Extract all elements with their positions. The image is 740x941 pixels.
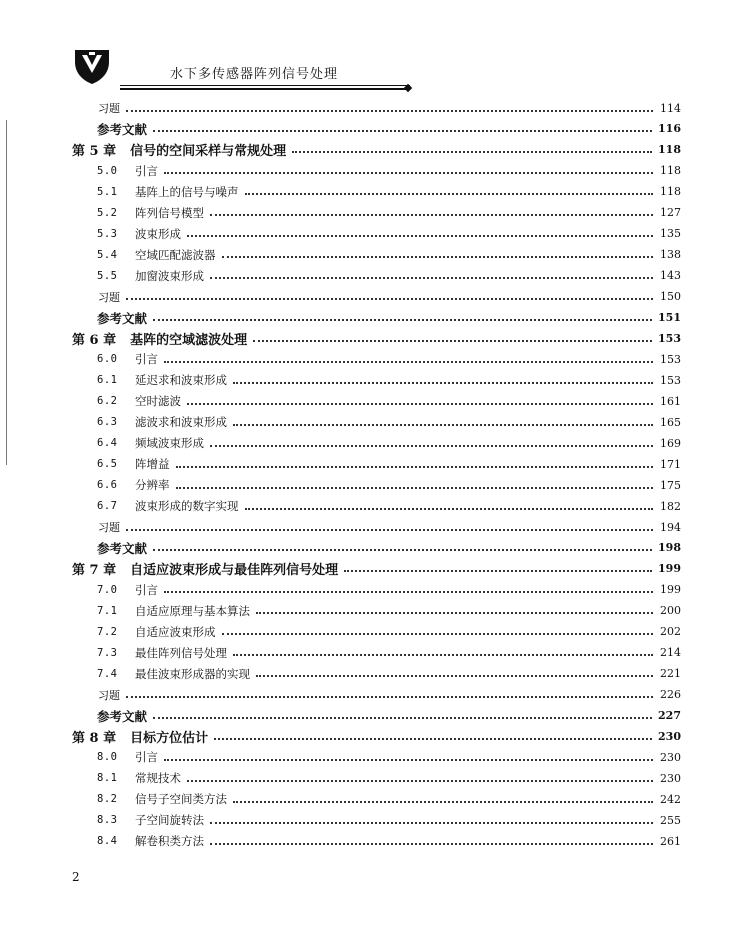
page-header: [0, 0, 740, 110]
toc-number: 7.1: [97, 604, 118, 617]
toc-page-number: 230: [658, 730, 681, 743]
toc-page-number: 230: [660, 771, 681, 785]
toc-page-number: 114: [660, 101, 681, 115]
toc-page-number: 261: [660, 834, 681, 848]
toc-page-number: 199: [658, 562, 681, 576]
dot-leader: [176, 465, 654, 468]
toc-row-sec: [97, 768, 681, 788]
dot-leader: [256, 674, 653, 677]
toc-number: 5.2: [97, 206, 118, 219]
toc-row-sec: [97, 433, 681, 453]
toc-page-number: 135: [660, 227, 681, 241]
toc-title: 延迟求和波束形成: [135, 373, 227, 388]
dot-leader: [164, 360, 653, 363]
toc-row-sec: [97, 266, 681, 286]
toc-row-sec: [97, 370, 681, 390]
toc-number: 6.0: [97, 353, 118, 366]
toc-page-number: 118: [660, 164, 681, 178]
toc-number: 7.2: [97, 625, 118, 638]
toc-page-number: 226: [660, 688, 681, 702]
toc-page-number: 118: [658, 143, 681, 157]
toc-title: 引言: [135, 582, 158, 597]
toc-page-number: 118: [660, 185, 681, 199]
toc-title: 空域匹配滤波器: [135, 247, 216, 262]
toc-row-sec: [97, 182, 681, 202]
toc-page-number: 230: [660, 750, 681, 764]
toc-title: 分辨率: [135, 478, 170, 493]
toc-page-number: 221: [660, 667, 681, 681]
dot-leader: [187, 779, 653, 782]
dot-leader: [210, 821, 653, 824]
dot-leader: [214, 737, 652, 740]
toc-row-ex: [98, 517, 681, 537]
toc-title: 信号的空间采样与常规处理: [130, 144, 287, 160]
toc-row-sec: [97, 391, 681, 411]
toc-title: 基阵上的信号与噪声: [135, 184, 239, 199]
toc-page-number: 143: [660, 269, 681, 283]
toc-title: 最佳波束形成器的实现: [135, 666, 250, 681]
dot-leader: [210, 213, 653, 216]
toc-row-refs: [97, 706, 681, 726]
dot-leader: [176, 486, 654, 489]
toc-title: 参考文献: [97, 121, 148, 137]
dot-leader: [292, 150, 652, 153]
toc-title: 习题: [98, 102, 120, 115]
toc-row-sec: [97, 496, 681, 516]
toc-row-chapter: [72, 727, 681, 747]
toc-row-sec: [97, 349, 681, 369]
toc-row-refs: [97, 119, 681, 139]
toc-title: 空时滤波: [135, 394, 181, 409]
toc-title: 波束形成: [135, 226, 181, 241]
dot-leader: [253, 339, 652, 342]
dot-leader: [245, 507, 654, 510]
dot-leader: [126, 528, 653, 531]
toc-number: 7.3: [97, 646, 118, 659]
toc-page-number: 153: [658, 331, 681, 345]
toc-title: 习题: [98, 521, 120, 534]
toc-page-number: 200: [660, 604, 681, 618]
toc-page-number: 169: [660, 436, 681, 450]
toc-number: 6.4: [97, 437, 118, 450]
dot-leader: [222, 632, 654, 635]
toc-row-refs: [97, 308, 681, 328]
toc-row-sec: [97, 580, 681, 600]
toc-page-number: 255: [660, 813, 681, 827]
toc-row-sec: [97, 622, 681, 642]
dot-leader: [153, 129, 652, 132]
toc-page-number: 199: [660, 583, 681, 597]
toc-number: 6.5: [97, 458, 118, 471]
toc-row-sec: [97, 831, 681, 851]
toc-row-chapter: [72, 559, 681, 579]
toc-number: 6.6: [97, 479, 118, 492]
toc-page-number: 202: [660, 625, 681, 639]
toc-number: 8.0: [97, 751, 118, 764]
toc-title: 子空间旋转法: [135, 813, 204, 828]
toc-title: 自适应原理与基本算法: [135, 603, 250, 618]
toc-page-number: 116: [658, 122, 681, 136]
toc-title: 参考文献: [97, 310, 148, 326]
toc-title: 基阵的空域滤波处理: [130, 332, 248, 348]
toc-title: 习题: [98, 688, 120, 702]
toc-page-number: 153: [660, 352, 681, 366]
toc-title: 解卷积类方法: [135, 834, 204, 849]
toc-row-refs: [97, 538, 681, 558]
toc-title: 加窗波束形成: [135, 268, 204, 283]
toc-row-sec: [97, 203, 681, 223]
toc-number: 第 5 章: [72, 144, 117, 160]
toc-page-number: 214: [660, 646, 681, 660]
toc-row-sec: [97, 161, 681, 181]
toc-row-sec: [97, 245, 681, 265]
toc-page-number: 171: [660, 457, 681, 471]
toc-page-number: 150: [660, 290, 681, 304]
dot-leader: [233, 381, 653, 384]
toc-number: 5.1: [97, 185, 118, 198]
toc-row-sec: [97, 747, 681, 767]
dot-leader: [187, 234, 653, 237]
dot-leader: [210, 276, 653, 279]
dot-leader: [153, 716, 652, 719]
toc-number: 5.3: [97, 227, 118, 240]
dot-leader: [153, 318, 652, 321]
shield-emblem-icon: [72, 46, 112, 86]
toc-title: 波束形成的数字实现: [135, 499, 239, 514]
toc-page-number: 227: [658, 709, 681, 723]
dot-leader: [210, 842, 653, 845]
toc-title: 自适应波束形成与最佳阵列信号处理: [130, 563, 339, 579]
toc-number: 第 6 章: [72, 332, 117, 348]
toc-row-sec: [97, 454, 681, 474]
dot-leader: [344, 569, 652, 572]
toc-title: 阵增益: [135, 457, 170, 472]
dot-leader: [256, 611, 653, 614]
toc-number: 第 7 章: [72, 563, 117, 579]
toc-title: 引言: [135, 163, 158, 178]
dot-leader: [164, 171, 653, 174]
toc-row-sec: [97, 224, 681, 244]
toc-row-sec: [97, 810, 681, 830]
header-rule-tip: [404, 84, 412, 92]
dot-leader: [245, 192, 654, 195]
toc-page-number: 138: [660, 248, 681, 262]
dot-leader: [126, 695, 653, 698]
toc-number: 8.4: [97, 835, 118, 848]
toc-title: 滤波求和波束形成: [135, 415, 227, 430]
toc-title: 参考文献: [97, 708, 148, 724]
dot-leader: [222, 255, 654, 258]
dot-leader: [233, 423, 653, 426]
toc-row-sec: [97, 601, 681, 621]
toc-title: 信号子空间类方法: [135, 792, 227, 807]
toc-row-ex: [98, 685, 681, 705]
toc-row-sec: [97, 789, 681, 809]
dot-leader: [153, 548, 652, 551]
toc-page-number: 194: [660, 520, 681, 534]
page-number: 2: [72, 870, 80, 884]
toc-row-sec: [97, 475, 681, 495]
toc-page-number: 161: [660, 394, 681, 408]
toc-number: 8.1: [97, 772, 118, 785]
toc-page-number: 198: [658, 541, 681, 555]
toc-number: 8.3: [97, 814, 118, 827]
toc-row-ex: [98, 98, 681, 118]
toc-title: 常规技术: [135, 771, 181, 786]
toc-title: 阵列信号模型: [135, 205, 204, 220]
toc-row-chapter: [72, 328, 681, 348]
toc-page-number: 242: [660, 792, 681, 806]
toc-number: 第 8 章: [72, 731, 117, 746]
toc-number: 6.7: [97, 500, 118, 513]
toc-row-sec: [97, 643, 681, 663]
toc-number: 6.1: [97, 374, 118, 387]
dot-leader: [233, 653, 653, 656]
toc-number: 5.4: [97, 248, 118, 261]
toc-page-number: 175: [660, 478, 681, 492]
toc-row-chapter: [72, 140, 681, 160]
toc-number: 7.4: [97, 667, 118, 680]
running-title: 水下多传感器阵列信号处理: [170, 67, 339, 82]
dot-leader: [164, 758, 653, 761]
dot-leader: [187, 402, 653, 405]
toc-title: 引言: [135, 750, 158, 765]
toc-number: 6.2: [97, 395, 118, 408]
toc-page-number: 153: [660, 373, 681, 387]
toc-title: 目标方位估计: [130, 731, 209, 746]
toc-title: 习题: [98, 290, 120, 304]
toc-row-ex: [98, 287, 681, 307]
dot-leader: [126, 109, 653, 112]
toc-title: 参考文献: [97, 540, 148, 556]
toc-title: 自适应波束形成: [135, 624, 216, 639]
toc-page-number: 151: [658, 311, 681, 324]
toc-number: 6.3: [97, 416, 118, 429]
toc-title: 频域波束形成: [135, 436, 204, 451]
toc-row-sec: [97, 412, 681, 432]
toc-number: 5.0: [97, 164, 118, 177]
toc-page-number: 182: [660, 499, 681, 513]
toc-row-sec: [97, 664, 681, 684]
toc-title: 最佳阵列信号处理: [135, 645, 227, 660]
toc-number: 5.5: [97, 269, 118, 282]
toc-number: 7.0: [97, 583, 118, 596]
dot-leader: [126, 297, 653, 300]
scan-edge-line: [6, 120, 7, 465]
toc-page-number: 165: [660, 415, 681, 429]
dot-leader: [233, 800, 653, 803]
header-rule-thick: [120, 88, 410, 90]
header-rule: [120, 85, 410, 86]
toc-number: 8.2: [97, 793, 118, 806]
dot-leader: [164, 590, 653, 593]
toc-title: 引言: [135, 352, 158, 367]
dot-leader: [210, 444, 653, 447]
toc-page-number: 127: [660, 206, 681, 220]
